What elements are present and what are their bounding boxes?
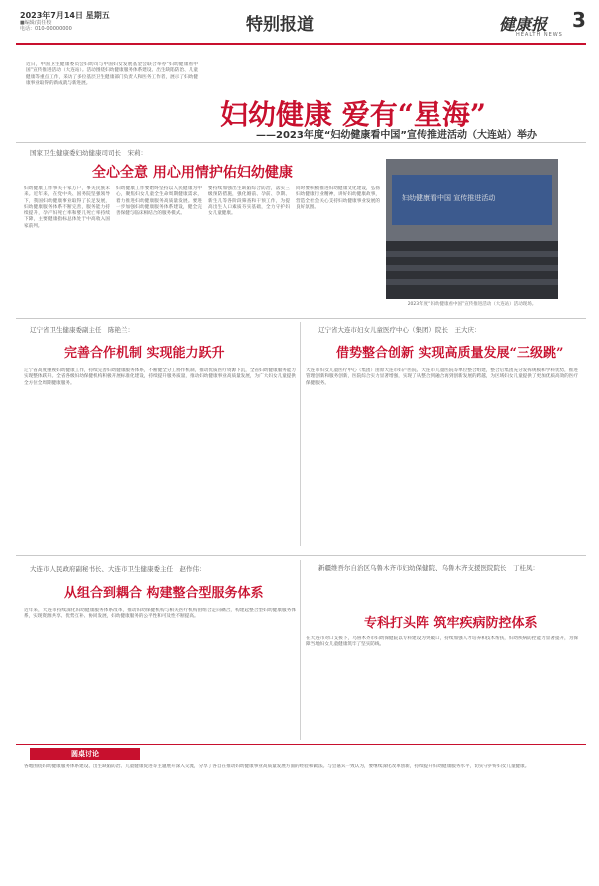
newspaper-logo-sub: HEALTH NEWS bbox=[516, 32, 563, 38]
section5-kicker: 新疆维吾尔自治区乌鲁木齐市妇幼保健院、乌鲁木齐支援医院院长 丁桂凤： bbox=[318, 564, 539, 572]
audience-row bbox=[386, 279, 558, 285]
newspaper-logo: 健康报 bbox=[499, 15, 548, 34]
roundtable-label: 圆桌讨论 bbox=[30, 748, 140, 760]
section2-headline: 完善合作机制 实现能力跃升 bbox=[64, 346, 225, 361]
section2-body: 辽宁省高度重视妇幼健康工作，持续完善妇幼健康服务体系，不断健全分工协作机制，推动优质医疗资源下沉，全省妇幼健康服务能力实现整体跃升。全省各级妇幼保健机构积极开展标准化建设，持续提升服务质量，推动妇幼健康事业高质量发展，为广大妇女儿童提供全方位全周期健康服务。 bbox=[24, 368, 296, 386]
hero-title: 妇幼健康 爱有“星海” bbox=[220, 98, 486, 131]
stage-banner bbox=[392, 175, 552, 225]
divider bbox=[16, 318, 586, 319]
masthead-rule bbox=[16, 43, 586, 45]
stage-banner-text: 妇幼健康看中国 宣传推进活动 bbox=[402, 194, 496, 202]
section5-headline: 专科打头阵 筑牢疾病防控体系 bbox=[364, 616, 538, 631]
section2-kicker: 辽宁省卫生健康委副主任 陈艳兰： bbox=[30, 326, 134, 334]
page-number: 3 bbox=[572, 8, 586, 32]
section-title: 特别报道 bbox=[246, 15, 314, 35]
issue-date: 2023年7月14日 星期五 bbox=[20, 11, 110, 20]
column-divider bbox=[300, 322, 301, 546]
section1-column-2: 妇幼健康工作要始终坚持以人民健康为中心，聚焦妇女儿童全生命周期健康需求，着力推进妇幼健康服务高质量发展。要进一步加强妇幼健康服务体系建设，健全完善保健与临床相结合的服务模式。 bbox=[116, 186, 202, 217]
audience-row bbox=[386, 265, 558, 271]
section5-body: 在大连市对口支援下，乌鲁木齐市妇幼保健院以专科建设为突破口，持续加强人才培养和技术帮扶，妇幼疾病防控能力显著提升，为保障当地妇女儿童健康筑牢了坚实防线。 bbox=[306, 636, 578, 648]
hero-subtitle: ——2023年度“妇幼健康看中国”宣传推进活动（大连站）举办 bbox=[256, 130, 537, 141]
photo-caption: 2023年度“妇幼健康看中国”宣传推进活动（大连站）活动现场。 bbox=[407, 302, 537, 307]
section1-column-1: 妇幼健康工作事关千家万户，事关民族未来。近年来，在党中央、国务院坚强领导下，我国妇幼健康事业取得了长足发展，妇幼健康服务体系不断完善，服务能力持续提升，孕产妇死亡率和婴儿死亡率持续下降，主要健康指标总体处于中高收入国家前列。 bbox=[24, 186, 110, 229]
section4-kicker: 大连市人民政府副秘书长、大连市卫生健康委主任 赵作伟： bbox=[30, 565, 206, 573]
event-photo bbox=[386, 159, 558, 299]
divider bbox=[16, 142, 586, 143]
section1-kicker: 国家卫生健康委妇幼健康司司长 宋莉： bbox=[30, 149, 147, 157]
section4-headline: 从组合到耦合 构建整合型服务体系 bbox=[64, 586, 264, 601]
column-divider bbox=[300, 560, 301, 740]
roundtable-body: 各地围绕妇幼健康服务体系建设、出生缺陷防治、儿童健康促进等主题展开深入交流，分享了各自在推动妇幼健康事业高质量发展方面的经验和做法。与会嘉宾一致认为，要继续深化改革创新，持续提升妇幼健康服务水平，切实守护好妇女儿童健康。 bbox=[24, 764, 530, 769]
meta-line-2: 电话：010-00000000 bbox=[20, 26, 72, 32]
section1-column-3: 要持续加强出生缺陷综合防治，落实三级预防措施，强化婚前、孕前、孕期、新生儿等各阶段筛查和干预工作，为提高出生人口素质夯实基础，全力守护妇女儿童健康。 bbox=[208, 186, 290, 217]
audience-row bbox=[386, 251, 558, 257]
roundtable-rule bbox=[16, 744, 586, 745]
section3-headline: 借势整合创新 实现高质量发展“三级跳” bbox=[336, 346, 564, 361]
intro-paragraph: 近日，中国卫生健康委员会妇幼司与中国妇女发展基金会联合举办“妇幼健康看中国”宣传推进活动（大连站）。活动围绕妇幼健康服务体系建设、出生缺陷防治、儿童健康等重点工作，采访了多位基层卫生健康部门负责人和医务工作者，展示了妇幼健康事业取得的新成就与新进展。 bbox=[26, 62, 198, 86]
issue-meta bbox=[20, 20, 72, 32]
divider bbox=[16, 555, 586, 556]
section3-body: 大连市妇女儿童医疗中心（集团）由原大连市妇产医院、大连市儿童医院等单位整合组建，整合后集团充分发挥规模和学科优势，推进管理创新和服务创新，医院综合实力显著增强，实现了从整合到融合再到创新发展的跨越，为区域妇女儿童提供了更加优质高效的医疗保健服务。 bbox=[306, 368, 578, 386]
section1-headline: 全心全意 用心用情护佑妇幼健康 bbox=[92, 165, 293, 181]
section3-kicker: 辽宁省大连市妇女儿童医疗中心（集团）院长 王大庆： bbox=[318, 326, 481, 334]
section4-body: 近年来，大连市持续深化妇幼健康服务体系改革，推动妇幼保健机构与相关医疗机构由组合走向耦合，构建起整合型妇幼健康服务体系，实现资源共享、优势互补、协同发展，妇幼健康服务的公平性和可及性不断提高。 bbox=[24, 608, 296, 620]
masthead bbox=[0, 0, 599, 40]
meta-line-1: ■编辑/责任校 bbox=[20, 20, 52, 26]
section1-column-4: 同时要积极推进妇幼健康文化建设，弘扬妇幼健康行业精神，讲好妇幼健康故事，营造全社会关心支持妇幼健康事业发展的良好氛围。 bbox=[296, 186, 380, 210]
